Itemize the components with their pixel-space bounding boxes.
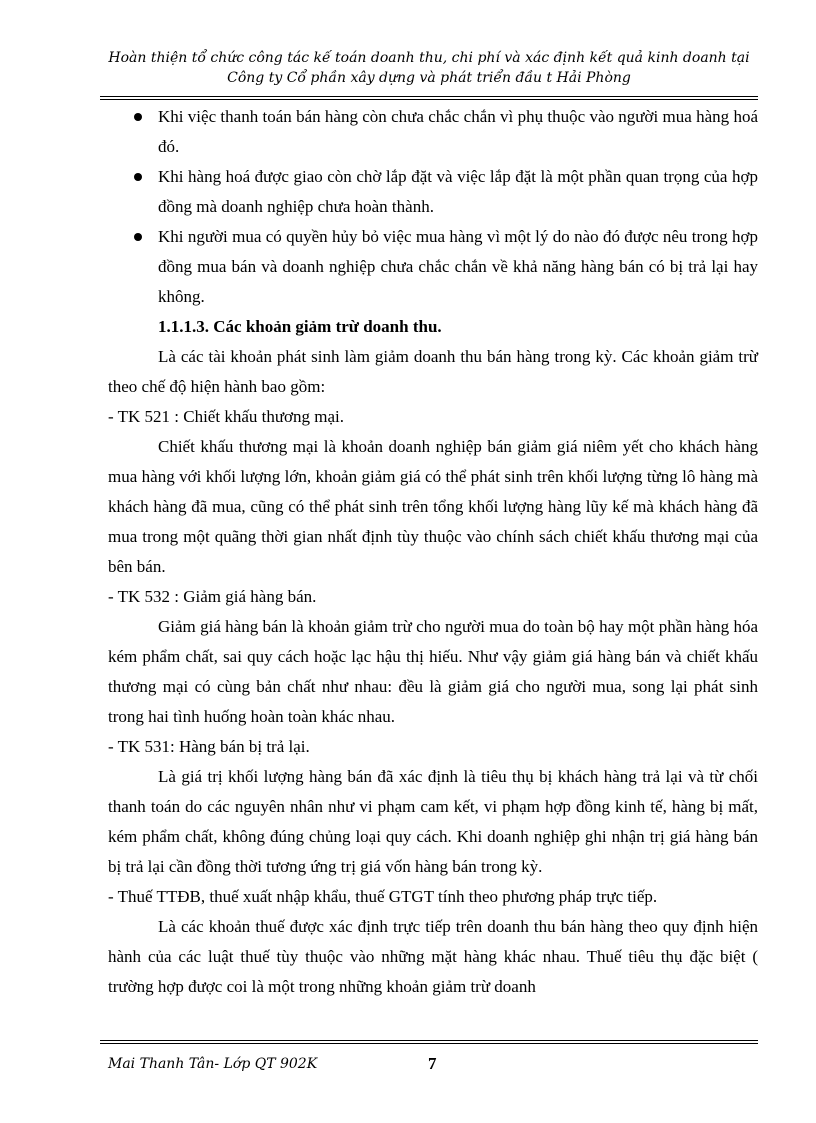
tk532-label: - TK 532 : Giảm giá hàng bán. bbox=[108, 587, 317, 606]
tax-paragraph: Là các khoản thuế được xác định trực tiếp trên doanh thu bán hàng theo quy định hiện hành của các luật thuế tùy thuộc vào những mặt hàng khác nhau. Thuế tiêu thụ đặc biệt ( trường hợp được coi là một trong những khoản giảm trừ doanh bbox=[108, 917, 758, 996]
bullet-dot-icon bbox=[134, 113, 142, 121]
bullet-dot-icon bbox=[134, 173, 142, 181]
tk531-label: - TK 531: Hàng bán bị trả lại. bbox=[108, 737, 310, 756]
header-rule-double bbox=[100, 99, 758, 100]
page-header bbox=[100, 48, 758, 88]
section-intro: Là các tài khoản phát sinh làm giảm doanh thu bán hàng trong kỳ. Các khoản giảm trừ theo chế độ hiện hành bao gồm: bbox=[108, 347, 758, 396]
tk521-paragraph: Chiết khấu thương mại là khoản doanh nghiệp bán giảm giá niêm yết cho khách hàng mua hàng với khối lượng lớn, khoản giảm giá có thể phát sinh trên khối lượng từng lô hàng mà khách hàng đã mua, cũng có thể phát sinh trên tổng khối lượng hàng lũy kế mà khách hàng đã mua trong một quãng thời gian nhất định tùy thuộc vào chính sách chiết khấu thương mại của bên bán. bbox=[108, 437, 758, 576]
document-body bbox=[108, 102, 758, 1002]
footer-rule-double bbox=[100, 1043, 758, 1044]
page-number: 7 bbox=[428, 1054, 437, 1073]
bullet-item: Khi việc thanh toán bán hàng còn chưa chắc chắn vì phụ thuộc vào người mua hàng hoá đó. bbox=[108, 102, 758, 162]
section-heading: 1.1.1.3. Các khoản giảm trừ doanh thu. bbox=[158, 317, 442, 336]
bullet-item: Khi người mua có quyền hủy bỏ việc mua hàng vì một lý do nào đó được nêu trong hợp đồng mua bán và doanh nghiệp chưa chắc chắn về khả năng hàng bán có bị trả lại hay không. bbox=[108, 222, 758, 312]
header-rule bbox=[100, 96, 758, 97]
header-title-line2: Công ty Cổ phần xây dựng và phát triển đầu t Hải Phòng bbox=[227, 70, 631, 86]
footer-author: Mai Thanh Tân- Lớp QT 902K bbox=[108, 1056, 318, 1072]
tax-label: - Thuế TTĐB, thuế xuất nhập khẩu, thuế GTGT tính theo phương pháp trực tiếp. bbox=[108, 887, 658, 906]
tk531-paragraph: Là giá trị khối lượng hàng bán đã xác định là tiêu thụ bị khách hàng trả lại và từ chối thanh toán do các nguyên nhân như vi phạm cam kết, vi phạm hợp đồng kinh tế, hàng bị mất, kém phẩm chất, không đúng chủng loại quy cách. Khi doanh nghiệp ghi nhận trị giá hàng bán bị trả lại cần đồng thời tương ứng trị giá vốn hàng bán trong kỳ. bbox=[108, 767, 758, 876]
bullet-item: Khi hàng hoá được giao còn chờ lắp đặt và việc lắp đặt là một phần quan trọng của hợp đồng mà doanh nghiệp chưa hoàn thành. bbox=[108, 162, 758, 222]
bullet-dot-icon bbox=[134, 233, 142, 241]
tk532-paragraph: Giảm giá hàng bán là khoản giảm trừ cho người mua do toàn bộ hay một phần hàng hóa kém phẩm chất, sai quy cách hoặc lạc hậu thị hiếu. Như vậy giảm giá hàng bán và chiết khấu thương mại có cùng bản chất như nhau: đều là giảm giá cho người mua, song lại phát sinh trong hai tình huống hoàn toàn khác nhau. bbox=[108, 617, 758, 726]
footer-rule bbox=[100, 1040, 758, 1041]
tk521-label: - TK 521 : Chiết khấu thương mại. bbox=[108, 407, 345, 426]
header-title-line1: Hoàn thiện tổ chức công tác kế toán doanh thu, chi phí và xác định kết quả kinh doanh tại bbox=[108, 50, 750, 66]
